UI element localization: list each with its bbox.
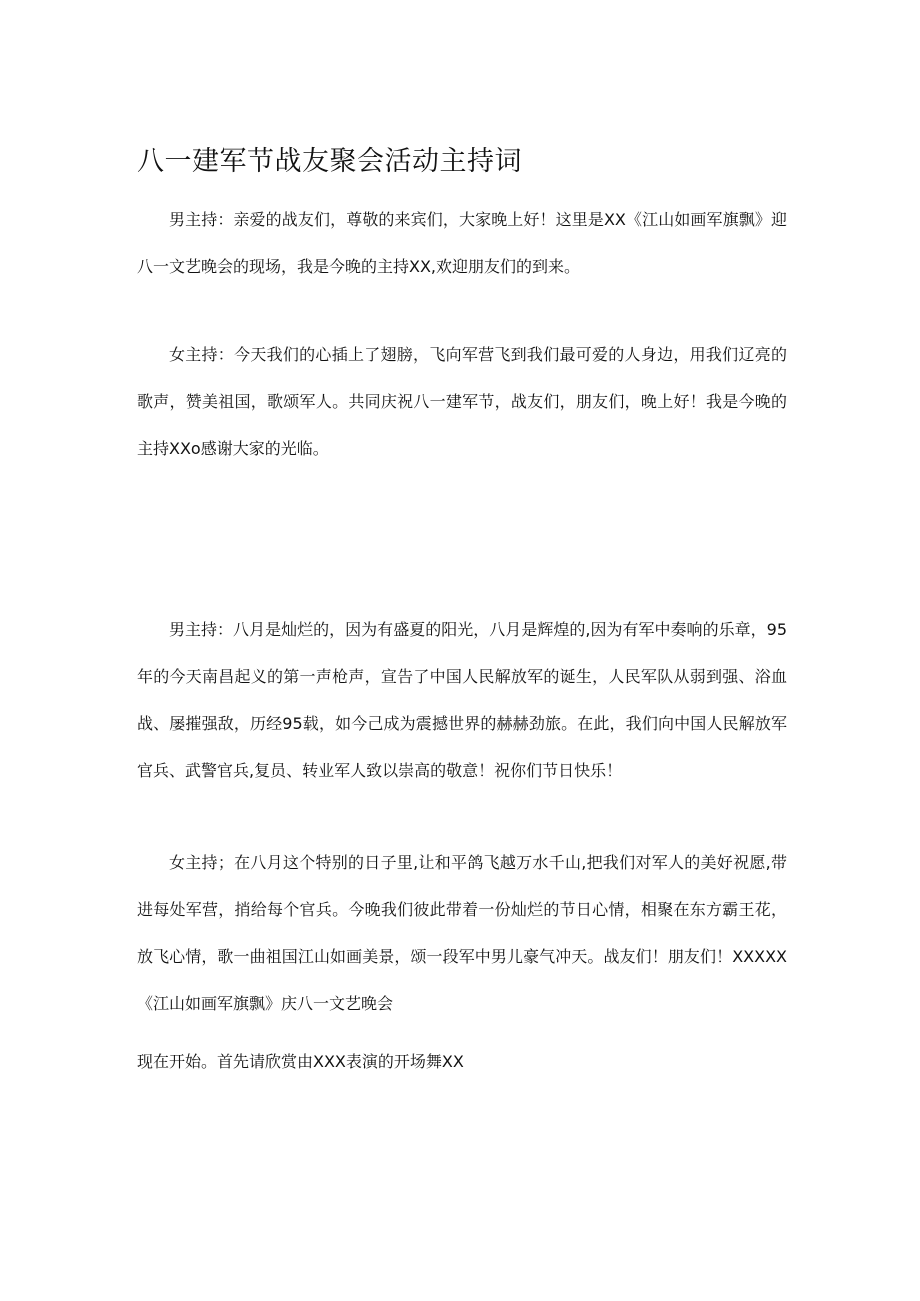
paragraph-show-start: 现在开始。首先请欣赏由XXX表演的开场舞XX — [137, 1052, 464, 1071]
document-title: 八一建军节战友聚会活动主持词 — [137, 146, 522, 177]
paragraph-female-host-august: 女主持；在八月这个特别的日子里,让和平鸽飞越万水千山,把我们对军人的美好祝愿,带进每处军营，捎给每个官兵。今晚我们彼此带着一份灿烂的节日心情，相聚在东方霸王花，放飞心情，歌一曲祖国江山如画美景，颂一段军中男儿豪气冲天。战友们！朋友们！XXXXX《江山如画军旗飘》庆八一文艺晚会 — [137, 853, 787, 1013]
paragraph-female-host-opening: 女主持：今天我们的心插上了翅膀，飞向军营飞到我们最可爱的人身边，用我们辽亮的歌声，赞美祖国，歌颂军人。共同庆祝八一建军节，战友们，朋友们，晚上好！我是今晚的主持XXo感谢大家的光临。 — [137, 345, 787, 458]
paragraph-male-host-opening: 男主持：亲爱的战友们，尊敬的来宾们，大家晚上好！这里是XX《江山如画军旗飘》迎八一文艺晚会的现场，我是今晚的主持XX,欢迎朋友们的到来。 — [137, 210, 787, 276]
paragraph-male-host-august: 男主持：八月是灿烂的，因为有盛夏的阳光，八月是辉煌的,因为有军中奏响的乐章，95年的今天南昌起义的第一声枪声，宣告了中国人民解放军的诞生，人民军队从弱到强、浴血战、屡摧强敌，历经95载，如今己成为震撼世界的赫赫劲旅。在此，我们向中国人民解放军官兵、武警官兵,复员、转业军人致以崇高的敬意！祝你们节日快乐！ — [137, 620, 787, 780]
